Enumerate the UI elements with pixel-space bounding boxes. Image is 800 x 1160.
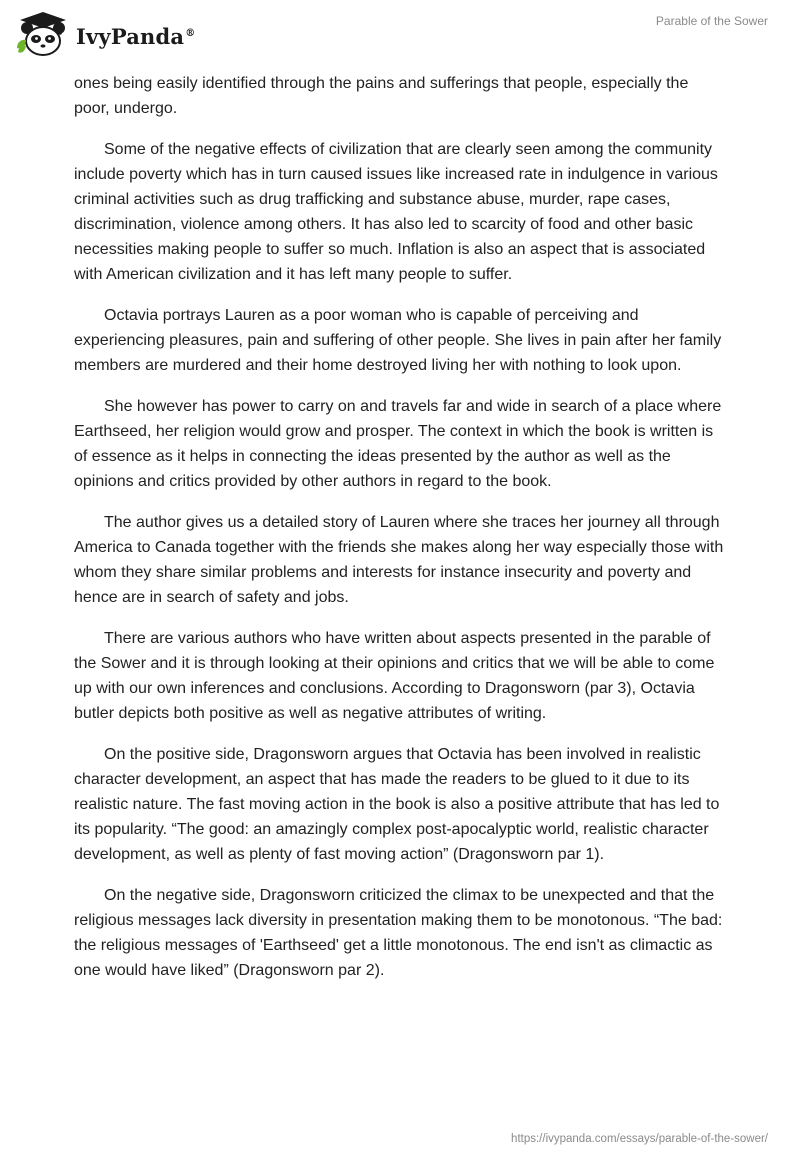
paragraph: The author gives us a detailed story of Lauren where she traces her journey all through America to Canada together with the friends she makes along her way especially those with whom they share similar problems and interests for instance insecurity and poverty and hence are in search of safety and jobs. xyxy=(74,514,724,606)
paragraph: On the positive side, Dragonsworn argues that Octavia has been involved in realistic character development, an aspect that has made the readers to be glued to it due to its realistic nature. The fast moving action in the book is also a positive attribute that has led to its popularity. “The good: an amazingly complex post-apocalyptic world, realistic character development, as well as plenty of fast moving action” (Dragonsworn par 1). xyxy=(74,746,720,863)
paragraph: Some of the negative effects of civilization that are clearly seen among the community include poverty which has in turn caused issues like increased rate in indulgence in various criminal activities such as drug trafficking and substance abuse, murder, rape cases, discrimination, violence among others. It has also led to scarcity of food and other basic necessities making people to suffer so much. Inflation is also an aspect that is associated with American civilization and it has left many people to suffer. xyxy=(74,141,718,283)
paragraph: ones being easily identified through the pains and sufferings that people, especially the poor, undergo. xyxy=(74,75,689,117)
document-title: Parable of the Sower xyxy=(655,14,768,28)
paragraph: There are various authors who have written about aspects presented in the parable of the Sower and it is through looking at their opinions and critics that we will be able to come up with our own inferences and conclusions. According to Dragonsworn (par 3), Octavia butler depicts both positive as well as negative attributes of writing. xyxy=(74,630,715,722)
page-header xyxy=(0,0,800,70)
registered-mark: ® xyxy=(185,27,196,39)
paragraph: Octavia portrays Lauren as a poor woman who is capable of perceiving and experiencing pleasures, pain and suffering of other people. She lives in pain after her family members are murdered and their home destroyed living her with nothing to look upon. xyxy=(74,307,722,374)
brand-logo[interactable] xyxy=(14,8,195,58)
essay-body xyxy=(74,71,724,999)
source-url-link[interactable]: https://ivypanda.com/essays/parable-of-the-sower/ xyxy=(511,1133,768,1145)
brand-name: IvyPanda® xyxy=(76,23,196,49)
panda-graduation-cap-logo-icon xyxy=(14,8,72,58)
paragraph: She however has power to carry on and travels far and wide in search of a place where Earthseed, her religion would grow and prosper. The context in which the book is written is of essence as it helps in connecting the ideas presented by the author as well as the opinions and critics provided by other authors in regard to the book. xyxy=(74,398,722,490)
paragraph: On the negative side, Dragonsworn criticized the climax to be unexpected and that the religious messages lack diversity in presentation making them to be monotonous. “The bad: the religious messages of 'Earthseed' get a little monotonous. The end isn't as climactic as one would have liked” (Dragonsworn par 2). xyxy=(74,887,723,979)
